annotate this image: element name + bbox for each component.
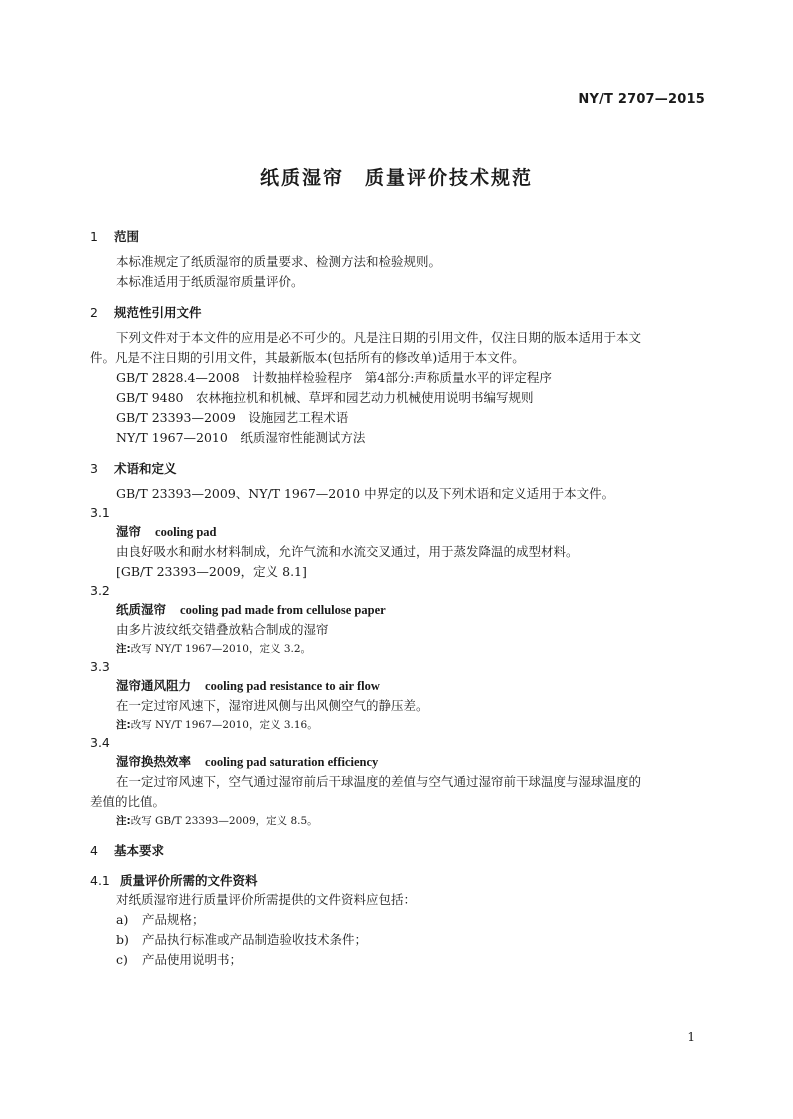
document-title: 纸质湿帘 质量评价技术规范 [259, 167, 533, 189]
term-cn: 纸质湿帘 [116, 602, 167, 617]
section-number: 3 [90, 461, 98, 476]
paragraph: 本标准规定了纸质湿帘的质量要求、检测方法和检验规则。 [116, 254, 442, 269]
term-heading [90, 752, 710, 772]
reference-item: GB/T 23393—2009 设施园艺工程术语 [116, 410, 349, 425]
reference-item: NY/T 1967—2010 纸质湿帘性能测试方法 [116, 430, 366, 445]
section-title: 范围 [114, 229, 140, 244]
term-number: 3.1 [90, 505, 110, 520]
section-title: 基本要求 [114, 843, 165, 858]
list-marker: c) [116, 952, 128, 967]
note-label: 注: [116, 643, 131, 655]
term-source: [GB/T 23393—2009，定义 8.1] [116, 564, 307, 579]
term-definition: 在一定过帘风速下，湿帘进风侧与出风侧空气的静压差。 [116, 698, 429, 713]
section-title: 术语和定义 [114, 461, 177, 476]
list-marker: a) [116, 912, 129, 927]
term-number: 3.4 [90, 735, 110, 750]
term-en: cooling pad resistance to air flow [205, 679, 380, 693]
note-label: 注: [116, 815, 131, 827]
list-item [90, 950, 710, 970]
term-note [90, 640, 710, 658]
note-label: 注: [116, 719, 131, 731]
subsection-4-1-heading [90, 872, 710, 890]
term-cn: 湿帘换热效率 [116, 754, 192, 769]
section-4-heading [90, 842, 710, 860]
term-en: cooling pad saturation efficiency [205, 755, 379, 769]
section-1-heading [90, 228, 710, 246]
subsection-title: 质量评价所需的文件资料 [120, 873, 258, 888]
section-title: 规范性引用文件 [114, 305, 202, 320]
paragraph: 下列文件对于本文件的应用是必不可少的。凡是注日期的引用文件，仅注日期的版本适用于本文 [116, 330, 642, 345]
term-note [90, 812, 710, 830]
term-en: cooling pad [155, 525, 217, 539]
subsection-number: 4.1 [90, 873, 110, 888]
term-definition: 由良好吸水和耐水材料制成，允许气流和水流交叉通过，用于蒸发降温的成型材料。 [116, 544, 579, 559]
reference-item: GB/T 9480 农林拖拉机和机械、草坪和园艺动力机械使用说明书编写规则 [116, 390, 534, 405]
page-number: 1 [687, 1030, 695, 1044]
term-note [90, 716, 710, 734]
term-definition: 由多片波纹纸交错叠放粘合制成的湿帘 [116, 622, 329, 637]
term-cn: 湿帘通风阻力 [116, 678, 192, 693]
paragraph: 件。凡是不注日期的引用文件，其最新版本(包括所有的修改单)适用于本文件。 [90, 350, 525, 365]
term-number: 3.3 [90, 659, 110, 674]
section-2-heading [90, 304, 710, 322]
term-heading [90, 522, 710, 542]
term-number: 3.2 [90, 583, 110, 598]
term-en: cooling pad made from cellulose paper [180, 603, 386, 617]
standard-number: NY/T 2707—2015 [578, 92, 705, 107]
list-marker: b) [116, 932, 129, 947]
term-cn: 湿帘 [116, 524, 142, 539]
section-3-heading [90, 460, 710, 478]
section-number: 4 [90, 843, 98, 858]
paragraph: 对纸质湿帘进行质量评价所需提供的文件资料应包括： [116, 892, 417, 907]
list-text: 产品执行标准或产品制造验收技术条件； [142, 932, 368, 947]
term-definition: 在一定过帘风速下，空气通过湿帘前后干球温度的差值与空气通过湿帘前干球温度与湿球温度的 [116, 774, 642, 789]
paragraph: GB/T 23393—2009、NY/T 1967—2010 中界定的以及下列术语和定义适用于本文件。 [116, 486, 615, 501]
list-item [90, 930, 710, 950]
reference-item: GB/T 2828.4—2008 计数抽样检验程序 第4部分:声称质量水平的评定程序 [116, 370, 552, 385]
list-text: 产品使用说明书； [142, 952, 243, 967]
note-text: 改写 NY/T 1967—2010，定义 3.16。 [130, 719, 318, 731]
section-number: 2 [90, 305, 98, 320]
section-number: 1 [90, 229, 98, 244]
document-body [90, 228, 710, 970]
list-item [90, 910, 710, 930]
paragraph: 本标准适用于纸质湿帘质量评价。 [116, 274, 304, 289]
term-heading [90, 600, 710, 620]
note-text: 改写 GB/T 23393—2009，定义 8.5。 [130, 815, 318, 827]
list-text: 产品规格； [142, 912, 205, 927]
term-definition-continued: 差值的比值。 [90, 794, 166, 809]
note-text: 改写 NY/T 1967—2010，定义 3.2。 [130, 643, 312, 655]
term-heading [90, 676, 710, 696]
